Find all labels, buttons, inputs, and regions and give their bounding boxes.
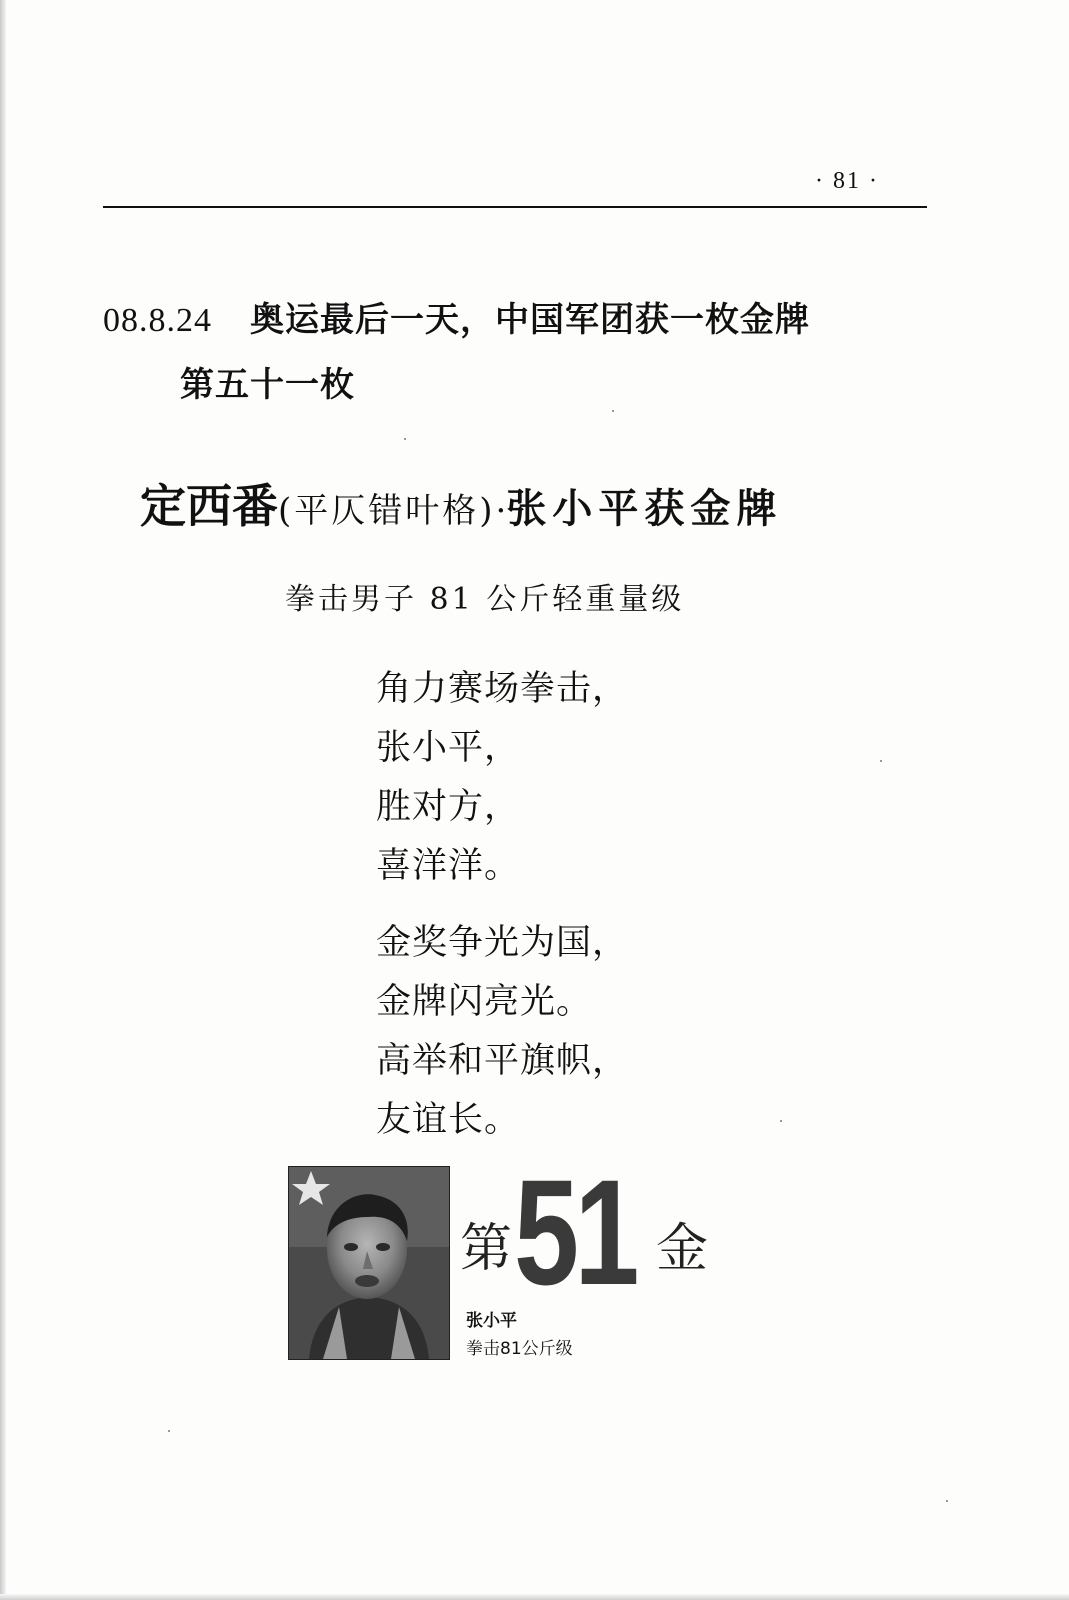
poem-subtitle: 拳击男子 81 公斤轻重量级	[285, 582, 685, 617]
athlete-photo-drawing	[289, 1167, 449, 1359]
poem-line: 角力赛场拳击，	[376, 669, 629, 709]
poem-title	[140, 478, 782, 539]
poem-line: 友谊长。	[376, 1100, 521, 1140]
medal-prefix: 第	[460, 1219, 513, 1279]
poem-line: 胜对方，	[376, 787, 521, 827]
scan-speck	[880, 760, 882, 762]
poem-tune-variant: (平仄错叶格)	[278, 491, 496, 531]
poem-line: 高举和平旗帜，	[376, 1041, 629, 1081]
scan-speck	[168, 1430, 170, 1432]
poem-subject: 张小平获金牌	[506, 486, 783, 532]
scan-speck	[404, 438, 406, 440]
entry-headline: 奥运最后一天，中国军团获一枚金牌	[250, 300, 810, 340]
medal-event: 拳击81公斤级	[466, 1339, 573, 1359]
poem-line: 金牌闪亮光。	[376, 982, 593, 1022]
page-bottom-shadow	[0, 1594, 1069, 1600]
page-binding-shadow	[0, 0, 6, 1600]
entry-date: 08.8.24	[103, 302, 212, 339]
scan-speck	[612, 410, 614, 412]
header-rule	[103, 206, 927, 208]
poem-line: 张小平，	[376, 728, 521, 768]
athlete-photo	[288, 1166, 450, 1360]
medal-number: 51	[514, 1148, 635, 1316]
scan-speck	[780, 1120, 782, 1122]
poem-stanza-1	[376, 660, 628, 896]
poem-title-separator: ·	[495, 491, 507, 531]
poem-line: 金奖争光为国，	[376, 923, 629, 963]
medal-count-banner	[460, 1148, 720, 1360]
medal-athlete-name: 张小平	[466, 1311, 517, 1331]
scan-speck	[946, 1500, 948, 1502]
page-number: · 81 ·	[815, 168, 879, 194]
entry-headline-continued: 第五十一枚	[180, 365, 355, 405]
medal-suffix: 金	[656, 1219, 709, 1279]
poem-tune-name: 定西番	[140, 479, 278, 533]
entry-heading	[103, 300, 810, 341]
poem-stanza-2	[376, 914, 628, 1150]
poem-line: 喜洋洋。	[376, 846, 521, 886]
